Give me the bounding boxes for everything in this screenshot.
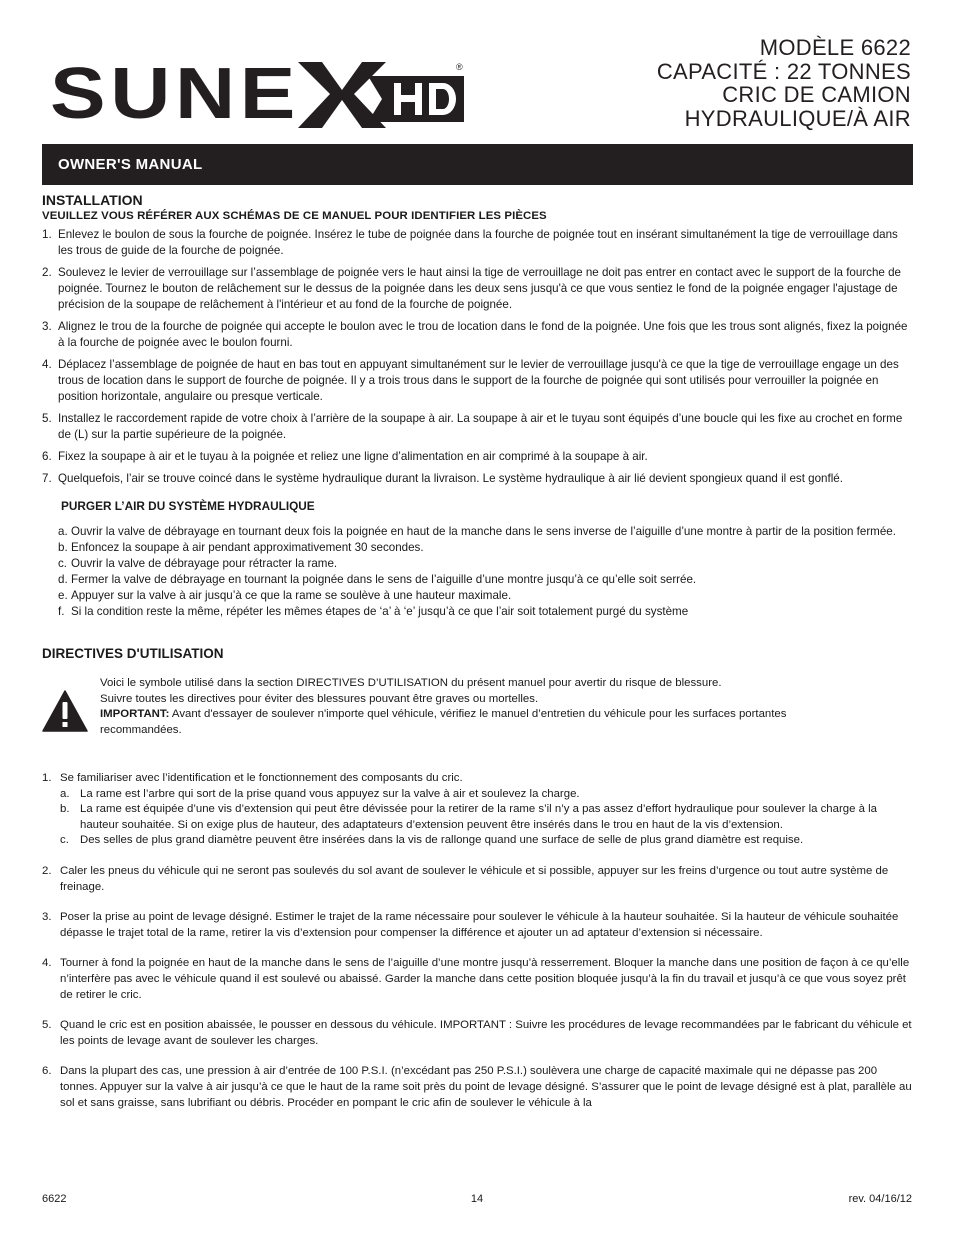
sunex-hd-logo (50, 56, 470, 132)
purge-heading: PURGER L’AIR DU SYSTÈME HYDRAULIQUE (61, 499, 315, 513)
model-line: CAPACITÉ : 22 TONNES (656, 58, 911, 84)
installation-step: 2. Soulevez le levier de verrouillage sur l’assemblage de poignée vers le haut ainsi la tige de verrouillage ne doit pas entrer en contact avec le support de la fourche de poignée. Tournez le bouton de relâchement sur le dessus de la poignée dans les deux sens jusqu'à ce que vous sentiez le fond de la poignée engager l'ajustage de précision de la soupape de relâchement à l'intérieur et au fond de la fourche de poignée. (42, 266, 901, 311)
registered-mark: ® (456, 62, 463, 72)
installation-step: 6. Fixez la soupape à air et le tuyau à la poignée et reliez une ligne d’alimentation en air comprimé à la soupape à air. (42, 450, 648, 463)
purge-step: a. Ouvrir la valve de débrayage en tournant deux fois la poignée en haut de la manche dans le sens inverse de l’aiguille d’une montre à partir de la position fermée. (58, 525, 896, 538)
directive-step: 4. Tourner à fond la poignée en haut de la manche dans le sens de l’aiguille d’une montre jusqu’à resserrement. Bloquer la manche dans une position de façon à ce qu’elle n’interfère pas avec le véhicule quand il est soulevé ou abaissé. Garder la manche dans cette position bloquée jusqu’à la fin du travail et jusqu’à ce que vous soyez prêt de retirer le cric. (42, 957, 910, 1001)
purge-step: d. Fermer la valve de débrayage en tournant la poignée dans le sens de l’aiguille d’une montre jusqu’à ce qu’elle soit serrée. (58, 573, 697, 586)
installation-heading: INSTALLATION (42, 192, 143, 208)
warning-block (42, 676, 913, 742)
important-label: IMPORTANT: (100, 708, 170, 721)
directive-step: 6. Dans la plupart des cas, une pression à air d’entrée de 100 P.S.I. (n’excédant pas 250 P.S.I.) soulèvera une charge de capacité maximale qui ne dépasse pas 200 tonnes. Appuyer sur la valve à air jusqu’à ce que le haut de la rame soit près du point de levage désigné. S’assurer que le point de levage désigné est à plat, parallèle au sol et sans graisse, sans lubrifiant ou débris. Procéder en pompant le cric afin de soulever le véhicule à la (42, 1065, 912, 1109)
footer-page-number: 14 (470, 1193, 484, 1205)
directive-step: 1. Se familiariser avec l’identification et le fonctionnement des composants du cric. (42, 772, 463, 784)
model-line: MODÈLE 6622 (759, 35, 911, 60)
footer-revision: rev. 04/16/12 (848, 1193, 912, 1205)
directive-step: 2. Caler les pneus du véhicule qui ne seront pas soulevés du sol avant de soulever le véhicule et si possible, appuyer sur les freins d’urgence ou tout autre système de freinage. (42, 864, 889, 893)
installation-step: 7. Quelquefois, l’air se trouve coincé dans le système hydraulique durant la livraison. Le système hydraulique à air lié devient spongieux quand il est gonflé. (42, 472, 843, 485)
installation-step: 3. Alignez le trou de la fourche de poignée qui accepte le boulon avec le trou de location dans le fond de la poignée. Une fois que les trous sont alignés, fixez la poignée à la fourche de poignée avec le boulon fourni. (42, 320, 908, 349)
logo-hd-block (368, 76, 464, 122)
footer-model-number: 6622 (42, 1193, 67, 1205)
model-title (657, 36, 911, 130)
purge-step: e. Appuyer sur la valve à air jusqu’à ce que la rame se soulève à une hauteur maximale. (58, 589, 512, 602)
purge-step: f. Si la condition reste la même, répéter les mêmes étapes de ‘a’ à ‘e’ jusqu’à ce que l’air soit totalement purgé du système (58, 605, 689, 618)
model-line: HYDRAULIQUE/À AIR (684, 105, 911, 131)
owners-manual-banner (42, 144, 913, 185)
purge-step: b. Enfoncez la soupape à air pendant approximativement 30 secondes. (58, 541, 424, 554)
purge-step: c. Ouvrir la valve de débrayage pour rétracter la rame. (58, 557, 338, 570)
directives-heading: DIRECTIVES D'UTILISATION (42, 646, 224, 661)
installation-subheading: VEUILLEZ VOUS RÉFÉRER AUX SCHÉMAS DE CE MANUEL POUR IDENTIFIER LES PIÈCES (42, 210, 547, 222)
warning-triangle-icon (42, 690, 88, 732)
warning-text: Voici le symbole utilisé dans la section DIRECTIVES D’UTILISATION du présent manuel pour avertir du risque de blessure. Suivre toutes les directives pour éviter des blessures pouvant être graves ou mortelles. IMPORTANT: Avant d'essayer de soulever n'importe quel véhicule, vérifiez le manuel d’entretien du véhicule pour les surfaces portantes recommandées. (100, 677, 787, 736)
directive-substep: c. Des selles de plus grand diamètre peuvent être insérées dans la vis de rallonge quand une surface de selle de plus grand diamètre est requise. (60, 834, 804, 847)
installation-step: 4. Déplacez l’assemblage de poignée de haut en bas tout en appuyant simultanément sur le levier de verrouillage jusqu'à ce que la tige de verrouillage engage un des trous de location dans le support de fourche de poignée. Il y a trois trous dans le support de la fourche de poignée qui sont utilisés pour verrouiller la poignée en position horizontale, angulaire ou presque verticale. (42, 358, 899, 403)
model-line: CRIC DE CAMION (722, 82, 911, 107)
installation-step: 5. Installez le raccordement rapide de votre choix à l’arrière de la soupape à air. La soupape à air et le tuyau sont équipés d’une boucle qui les fixe au crochet en forme de (L) sur la partie supérieure de la poignée. (42, 412, 903, 441)
banner-title: OWNER'S MANUAL (58, 156, 203, 173)
directive-step: 3. Poser la prise au point de levage désigné. Estimer le trajet de la rame nécessaire pour soulever le véhicule à la hauteur souhaitée. Si la hauteur de véhicule souhaitée dépasse le trajet total de la rame, retirer la vis d’extension pour compenser la différence et ajouter un ad aptateur d’extension si nécessaire. (42, 911, 899, 939)
installation-step: 1. Enlevez le boulon de sous la fourche de poignée. Insérez le tube de poignée dans la fourche de poignée tout en insérant simultanément la tige de verrouillage dans les trous de guide de la fourche de poignée. (42, 228, 898, 257)
manual-content (42, 192, 913, 1111)
directive-step: 5. Quand le cric est en position abaissée, le pousser en dessous du véhicule. IMPORTANT : Suivre les procédures de levage recommandées par le fabricant du véhicule et les points de levage avant de soulever les charges. (42, 1019, 912, 1047)
svg-text:SUNE: SUNE (50, 56, 300, 132)
directive-substep: a. La rame est l’arbre qui sort de la prise quand vous appuyez sur la valve à air et soulevez la charge. (60, 787, 580, 800)
directive-substep: b. La rame est équipée d’une vis d’extension qui peut être dévissée pour la retirer de la rame s’il n’y a pas assez d’effort hydraulique pour soulever la charge à la hauteur souhaitée. Si on exige plus de hauteur, des adaptateurs d’extension peuvent être insérés dans le trou en haut de la vis d’extension. (60, 803, 877, 831)
